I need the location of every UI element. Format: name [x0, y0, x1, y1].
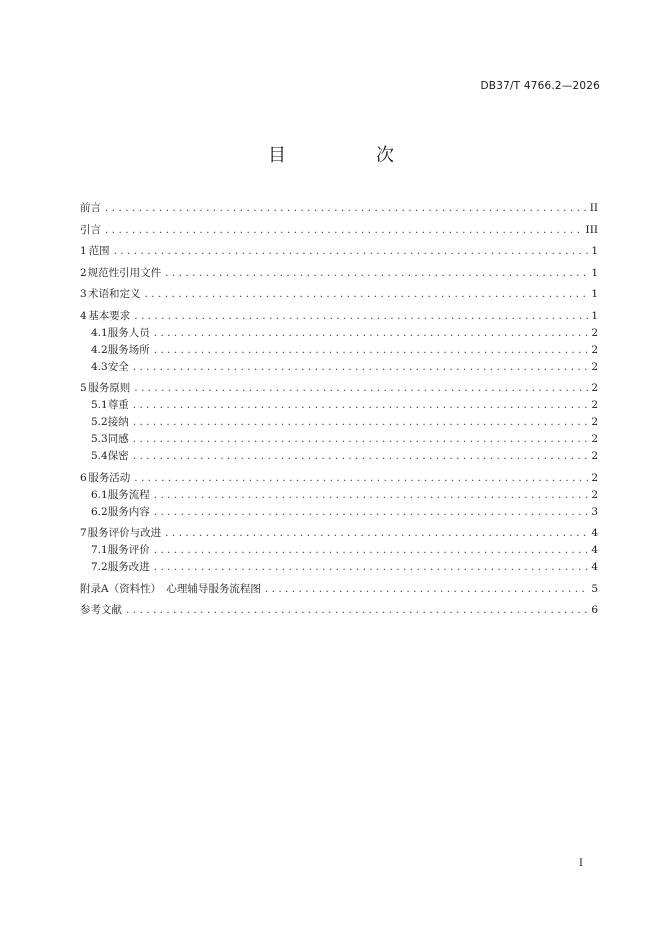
toc-entry[interactable]	[80, 222, 598, 239]
toc-entry-title: 服务原则	[88, 382, 131, 394]
toc-entry-title: 同感	[107, 433, 129, 445]
toc-entry-title: 安全	[107, 360, 129, 373]
toc-entry-page: 2	[591, 360, 598, 373]
toc-entry-page: 4	[591, 561, 598, 573]
toc-entry[interactable]	[80, 359, 598, 376]
document-code: DB37/T 4766.2—2026	[480, 80, 600, 92]
toc-entry-title: 范围	[88, 245, 110, 257]
toc-entry-number: 7.2	[91, 561, 108, 573]
table-of-contents	[80, 200, 598, 619]
toc-entry-page: 2	[591, 450, 598, 462]
toc-dot-leader	[133, 397, 589, 414]
toc-dot-leader	[133, 359, 589, 376]
toc-dot-leader	[133, 448, 589, 465]
toc-entry-title: 前言	[80, 202, 101, 214]
toc-entry-page: 1	[591, 266, 598, 279]
toc-dot-leader	[105, 200, 587, 217]
toc-entry-number: 4.3	[91, 360, 108, 373]
toc-entry[interactable]	[80, 559, 598, 576]
toc-entry-title: 服务改进	[107, 561, 150, 573]
toc-entry-title: 服务活动	[88, 471, 131, 484]
toc-entry-title: 附录A（资料性） 心理辅导服务流程图	[80, 582, 261, 595]
toc-dot-leader	[154, 542, 589, 559]
toc-entry-page: 2	[591, 399, 598, 411]
toc-entry-number: 5.3	[91, 433, 108, 445]
toc-entry[interactable]	[80, 542, 598, 559]
toc-entry-number: 6.1	[91, 488, 108, 501]
toc-entry-page: 3	[591, 505, 598, 518]
toc-entry-page: II	[589, 202, 598, 214]
toc-entry-title: 术语和定义	[88, 288, 141, 300]
toc-entry[interactable]	[80, 308, 598, 325]
toc-dot-leader	[133, 414, 589, 431]
toc-entry-page: 2	[591, 416, 598, 428]
toc-entry-title: 参考文献	[80, 604, 122, 616]
toc-entry[interactable]	[80, 325, 598, 342]
toc-entry[interactable]	[80, 265, 598, 282]
toc-dot-leader	[145, 286, 589, 303]
toc-entry[interactable]	[80, 286, 598, 303]
toc-entry[interactable]	[80, 448, 598, 465]
toc-entry[interactable]	[80, 243, 598, 260]
toc-entry-title: 尊重	[107, 399, 129, 411]
toc-dot-leader	[105, 222, 583, 239]
toc-entry[interactable]	[80, 525, 598, 542]
toc-dot-leader	[154, 325, 589, 342]
page-title: 目 次	[268, 145, 430, 166]
toc-entry[interactable]	[80, 431, 598, 448]
page-number: I	[579, 858, 583, 869]
toc-entry[interactable]	[80, 581, 598, 598]
toc-dot-leader	[265, 581, 588, 598]
toc-entry-page: 2	[591, 471, 598, 484]
toc-entry[interactable]	[80, 397, 598, 414]
toc-entry-title: 服务内容	[107, 505, 150, 518]
toc-entry-page: 2	[591, 488, 598, 501]
toc-entry-number: 2	[80, 266, 87, 279]
toc-entry[interactable]	[80, 200, 598, 217]
toc-dot-leader	[154, 504, 589, 521]
toc-entry-page: 6	[591, 604, 598, 616]
toc-entry-page: 4	[591, 527, 598, 539]
toc-dot-leader	[134, 380, 588, 397]
toc-dot-leader	[165, 525, 588, 542]
toc-entry-number: 3	[80, 288, 87, 300]
toc-entry-number: 4	[80, 309, 87, 322]
toc-dot-leader	[134, 470, 588, 487]
toc-entry-title: 规范性引用文件	[87, 266, 162, 279]
toc-entry[interactable]	[80, 504, 598, 521]
toc-entry-number: 7	[80, 527, 87, 539]
toc-entry[interactable]	[80, 470, 598, 487]
toc-entry-number: 5.1	[91, 399, 108, 411]
toc-entry-title: 服务评价与改进	[87, 527, 162, 539]
toc-entry-title: 保密	[107, 450, 129, 462]
toc-entry-number: 1	[80, 245, 87, 257]
toc-entry-page: III	[585, 223, 598, 236]
toc-entry-page: 2	[591, 382, 598, 394]
toc-entry[interactable]	[80, 380, 598, 397]
toc-entry-title: 引言	[80, 223, 101, 236]
toc-entry[interactable]	[80, 414, 598, 431]
toc-dot-leader	[154, 342, 589, 359]
toc-entry-number: 5	[80, 382, 87, 394]
toc-entry-title: 接纳	[107, 416, 129, 428]
toc-entry-page: 1	[591, 309, 598, 322]
toc-entry[interactable]	[80, 602, 598, 619]
toc-entry-title: 服务人员	[107, 326, 150, 339]
toc-entry-title: 服务流程	[107, 488, 150, 501]
toc-entry-number: 4.1	[91, 326, 108, 339]
toc-dot-leader	[114, 243, 589, 260]
toc-entry-page: 1	[591, 245, 598, 257]
toc-entry-page: 5	[591, 582, 598, 595]
toc-entry-number: 6.2	[91, 505, 108, 518]
toc-entry-number: 5.4	[91, 450, 108, 462]
toc-entry-page: 2	[591, 326, 598, 339]
toc-entry[interactable]	[80, 342, 598, 359]
toc-dot-leader	[126, 602, 588, 619]
toc-entry-title: 服务评价	[107, 544, 150, 556]
toc-dot-leader	[133, 431, 589, 448]
toc-entry-page: 1	[591, 288, 598, 300]
toc-entry-number: 7.1	[91, 544, 108, 556]
toc-entry-title: 基本要求	[88, 309, 131, 322]
toc-dot-leader	[134, 308, 588, 325]
toc-entry[interactable]	[80, 487, 598, 504]
toc-dot-leader	[154, 559, 589, 576]
toc-dot-leader	[165, 265, 588, 282]
toc-entry-page: 2	[591, 433, 598, 445]
toc-entry-number: 4.2	[91, 343, 108, 356]
toc-entry-title: 服务场所	[107, 343, 150, 356]
toc-dot-leader	[154, 487, 589, 504]
toc-entry-page: 2	[591, 343, 598, 356]
toc-entry-number: 6	[80, 471, 87, 484]
toc-entry-page: 4	[591, 544, 598, 556]
toc-entry-number: 5.2	[91, 416, 108, 428]
